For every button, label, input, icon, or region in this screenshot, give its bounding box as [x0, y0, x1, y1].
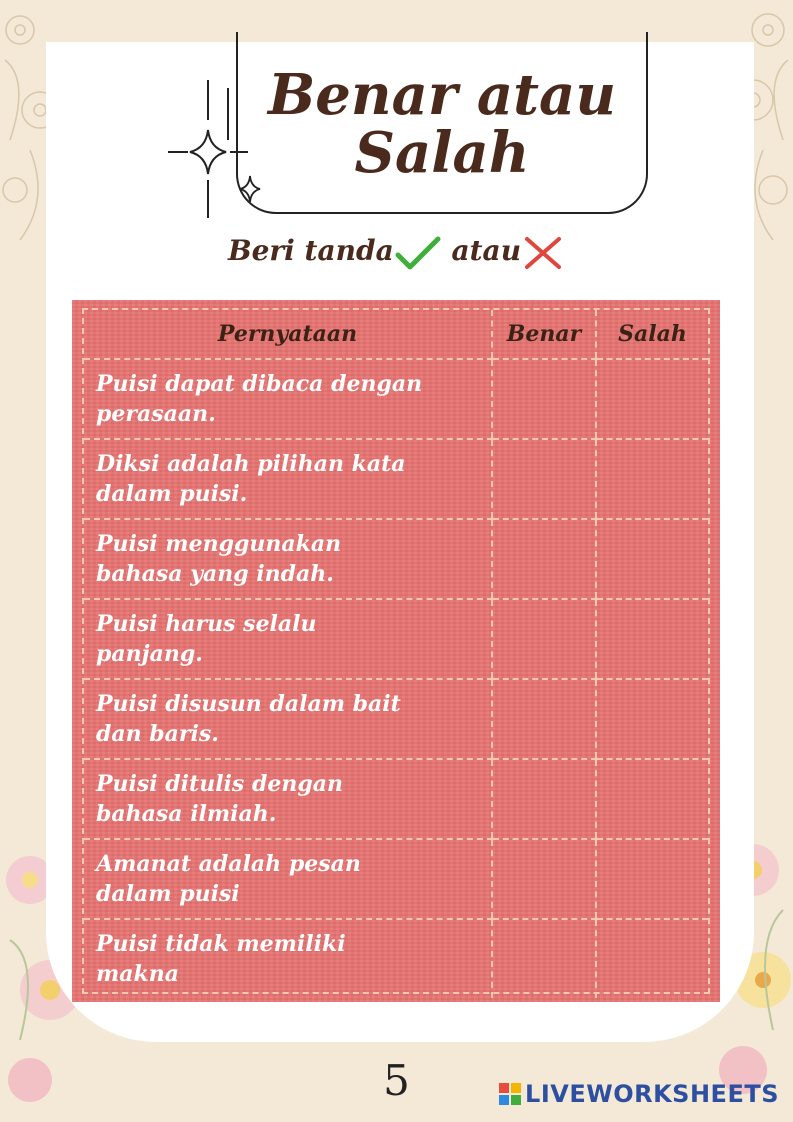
liveworksheets-logo [499, 1080, 779, 1108]
liveworksheets-icon [499, 1083, 521, 1105]
benar-cell[interactable] [492, 759, 596, 839]
benar-cell[interactable] [492, 919, 596, 998]
benar-cell[interactable] [492, 359, 596, 439]
brand-text: LIVEWORKSHEETS [525, 1080, 779, 1108]
table-row [84, 359, 708, 439]
page-number: 5 [383, 1056, 410, 1105]
salah-cell[interactable] [596, 839, 708, 919]
benar-cell[interactable] [492, 599, 596, 679]
statement-cell: Puisi tidak memiliki makna [96, 931, 346, 987]
salah-cell[interactable] [596, 359, 708, 439]
benar-cell[interactable] [492, 519, 596, 599]
salah-cell[interactable] [596, 599, 708, 679]
title-line-1: Benar atau [267, 62, 617, 128]
statement-cell: Puisi ditulis dengan bahasa ilmiah. [84, 759, 492, 839]
table-row [84, 439, 708, 519]
statement-cell: Amanat adalah pesan dalam puisi [84, 839, 492, 919]
benar-cell[interactable] [492, 679, 596, 759]
table-row [84, 519, 708, 599]
statement-cell: Puisi dapat dibaca dengan perasaan. [84, 359, 492, 439]
table-row [84, 679, 708, 759]
salah-cell[interactable] [596, 679, 708, 759]
statement-cell: Diksi adalah pilihan kata dalam puisi. [84, 439, 492, 519]
statement-table-container [72, 300, 720, 1002]
page-title [246, 62, 638, 186]
salah-cell[interactable] [596, 519, 708, 599]
check-icon [394, 235, 442, 271]
salah-cell[interactable] [596, 919, 708, 998]
table-row [84, 599, 708, 679]
cross-icon [521, 235, 565, 271]
small-sparkle-icon [238, 174, 262, 204]
table-row [84, 919, 708, 998]
statement-cell: Puisi harus selalu panjang. [84, 599, 492, 679]
table-header-row [84, 310, 708, 359]
instruction [0, 234, 793, 271]
statement-table [84, 310, 708, 998]
salah-cell[interactable] [596, 759, 708, 839]
header-benar: Benar [492, 310, 596, 359]
table-row [84, 759, 708, 839]
statement-cell: Puisi disusun dalam bait dan baris. [84, 679, 492, 759]
salah-cell[interactable] [596, 439, 708, 519]
sparkle-icon [168, 80, 248, 220]
header-salah: Salah [596, 310, 708, 359]
title-line-2: Salah [354, 120, 530, 186]
header-pernyataan: Pernyataan [84, 310, 492, 359]
table-row [84, 839, 708, 919]
benar-cell[interactable] [492, 439, 596, 519]
benar-cell[interactable] [492, 839, 596, 919]
statement-cell: Puisi menggunakan bahasa yang indah. [84, 519, 492, 599]
instruction-prefix: Beri tanda [227, 234, 394, 267]
instruction-middle: atau [451, 234, 522, 267]
